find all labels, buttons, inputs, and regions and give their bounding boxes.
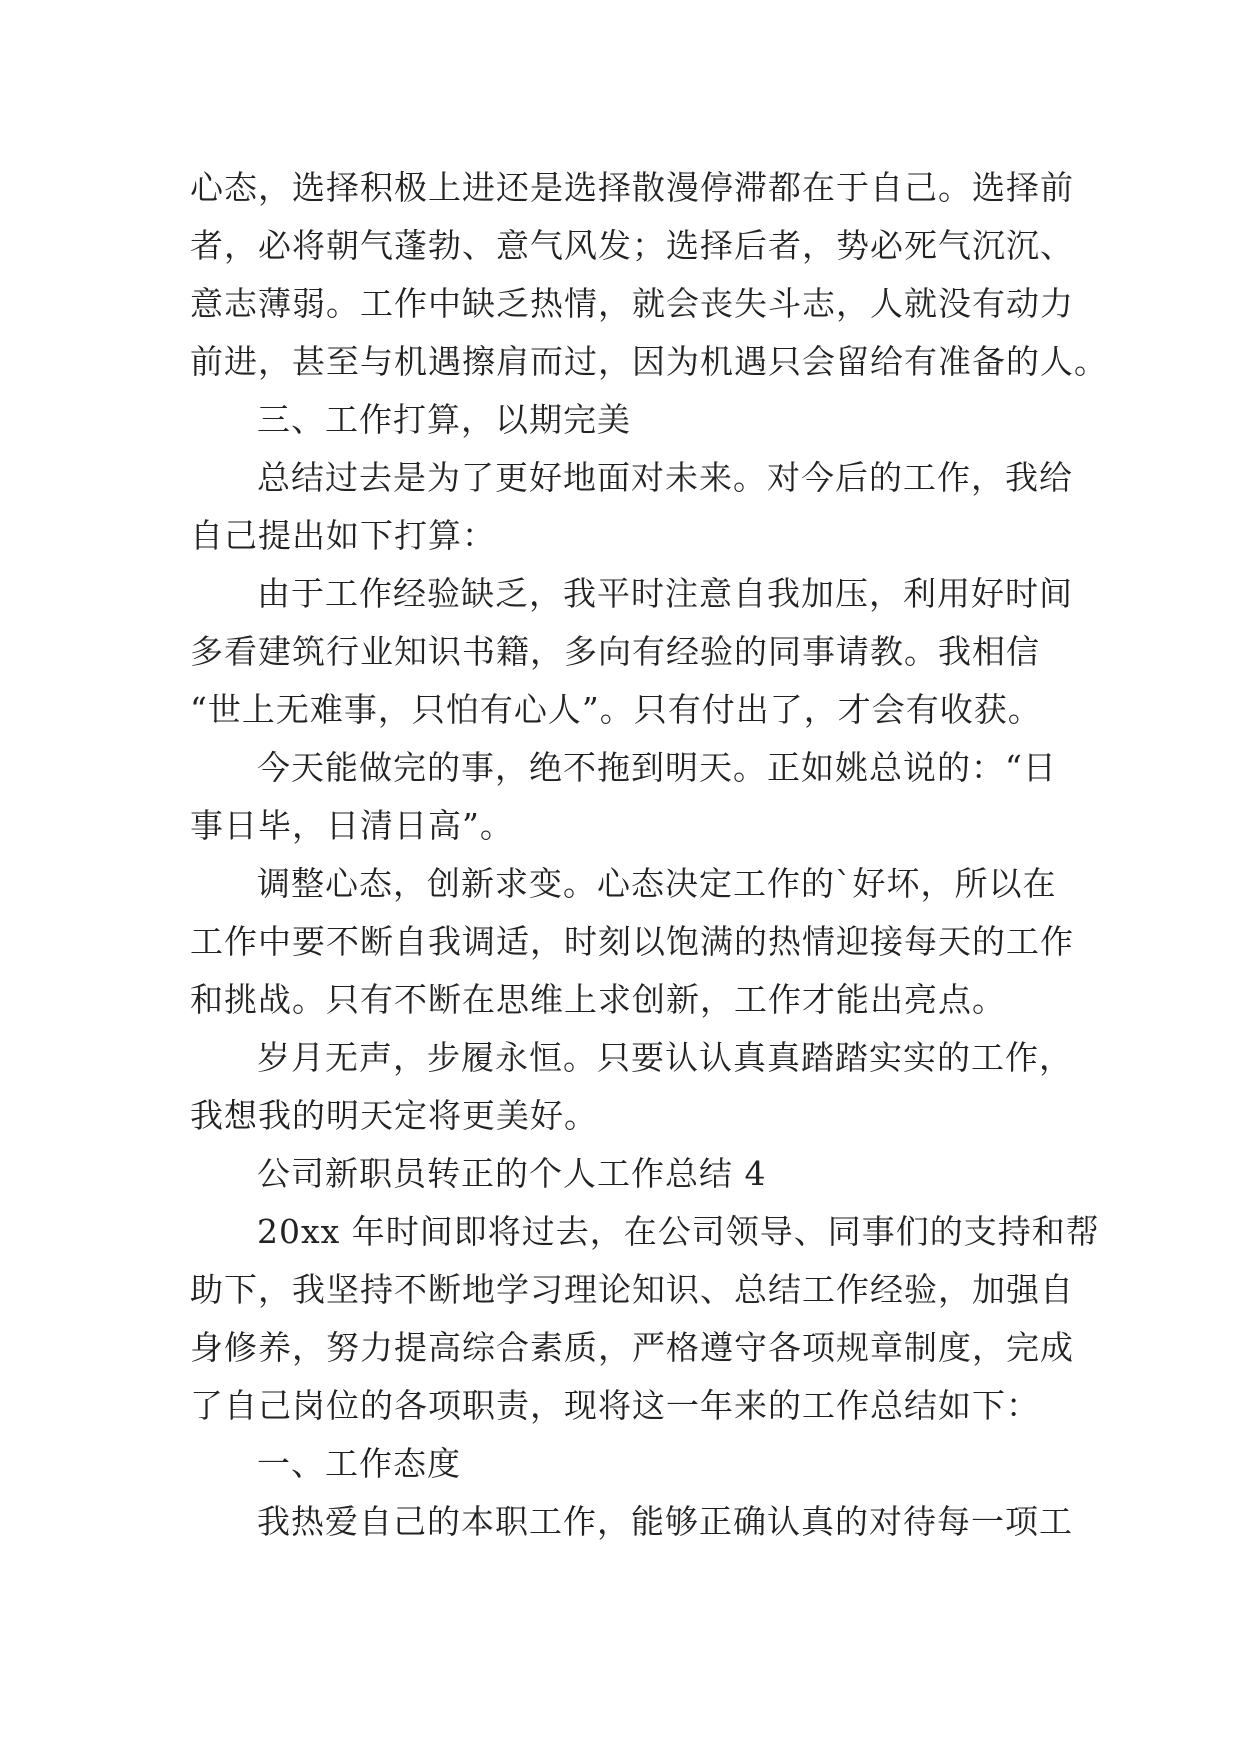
text-line: 身修养，努力提高综合素质，严格遵守各项规章制度，完成 bbox=[190, 1328, 1074, 1367]
text-line: 20xx 年时间即将过去，在公司领导、同事们的支持和帮 bbox=[257, 1212, 1100, 1251]
text-line: 我想我的明天定将更美好。 bbox=[190, 1096, 598, 1135]
text-line: 意志薄弱。工作中缺乏热情，就会丧失斗志，人就没有动力 bbox=[190, 284, 1074, 323]
text-line: 了自己岗位的各项职责，现将这一年来的工作总结如下： bbox=[190, 1386, 1040, 1425]
section-heading: 三、工作打算，以期完美 bbox=[257, 400, 631, 439]
text-line: 由于工作经验缺乏，我平时注意自我加压，利用好时间 bbox=[257, 574, 1073, 613]
text-line: “世上无难事，只怕有心人”。只有付出了，才会有收获。 bbox=[190, 690, 1042, 729]
text-line: 前进，甚至与机遇擦肩而过，因为机遇只会留给有准备的人。 bbox=[190, 342, 1108, 381]
text-line: 心态，选择积极上进还是选择散漫停滞都在于自己。选择前 bbox=[190, 168, 1074, 207]
text-line: 者，必将朝气蓬勃、意气风发；选择后者，势必死气沉沉、 bbox=[190, 226, 1074, 265]
text-line: 今天能做完的事，绝不拖到明天。正如姚总说的：“日 bbox=[257, 748, 1057, 787]
text-line: 自己提出如下打算： bbox=[190, 516, 496, 555]
text-line: 我热爱自己的本职工作，能够正确认真的对待每一项工 bbox=[257, 1502, 1073, 1541]
text-line: 助下，我坚持不断地学习理论知识、总结工作经验，加强自 bbox=[190, 1270, 1074, 1309]
text-line: 工作中要不断自我调适，时刻以饱满的热情迎接每天的工作 bbox=[190, 922, 1074, 961]
article-title: 公司新职员转正的个人工作总结 4 bbox=[257, 1154, 767, 1193]
text-line: 总结过去是为了更好地面对未来。对今后的工作，我给 bbox=[257, 458, 1073, 497]
text-line: 岁月无声，步履永恒。只要认认真真踏踏实实的工作， bbox=[257, 1038, 1073, 1077]
text-line: 调整心态，创新求变。心态决定工作的`好坏，所以在 bbox=[257, 864, 1057, 903]
text-line: 事日毕，日清日高”。 bbox=[190, 806, 514, 845]
text-line: 和挑战。只有不断在思维上求创新，工作才能出亮点。 bbox=[190, 980, 1006, 1019]
text-line: 多看建筑行业知识书籍，多向有经验的同事请教。我相信 bbox=[190, 632, 1040, 671]
section-heading: 一、工作态度 bbox=[257, 1444, 461, 1483]
